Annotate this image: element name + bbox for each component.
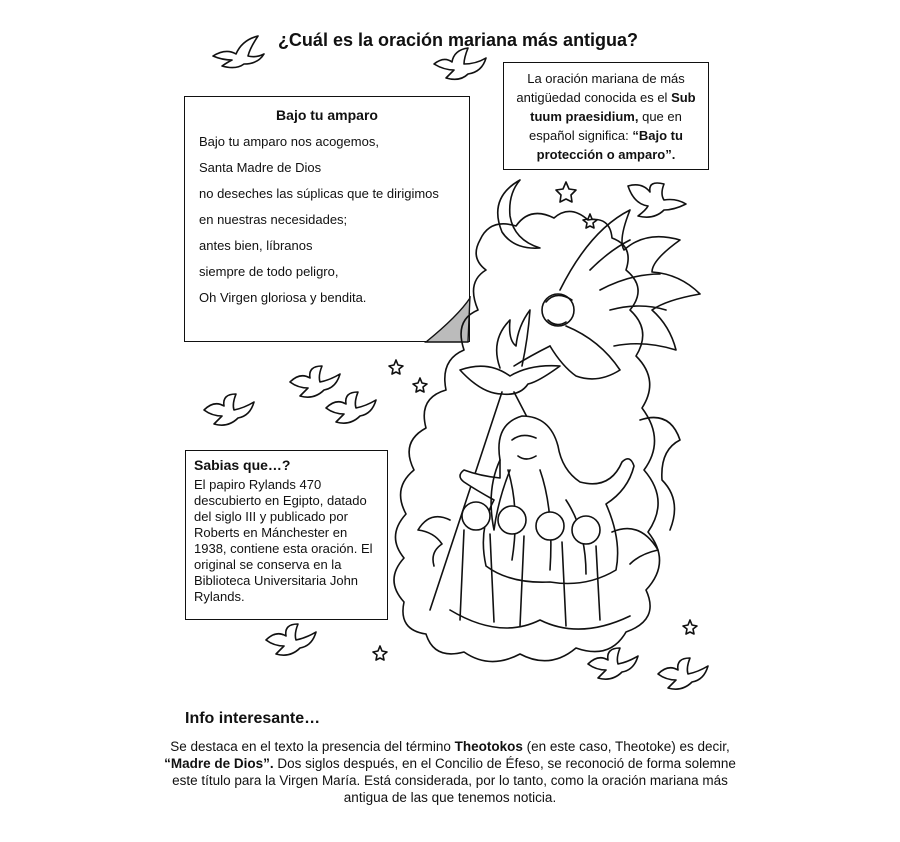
star-icon [373, 646, 387, 660]
star-icon [683, 620, 697, 634]
info-bold-madre: “Madre de Dios”. [164, 756, 274, 771]
fact-text: que en español significa: [529, 109, 682, 143]
info-paragraph [150, 738, 750, 806]
dove-icon [584, 646, 640, 686]
page-title: ¿Cuál es la oración mariana más antigua? [277, 30, 639, 50]
info-text: (en este caso, Theotoke) es decir, [522, 739, 730, 754]
fact-box [503, 62, 709, 170]
prayer-line: Santa Madre de Dios [199, 160, 322, 175]
prayer-line: siempre de todo peligro, [199, 264, 339, 279]
dove-icon [430, 46, 490, 86]
prayer-line: Oh Virgen gloriosa y bendita. [199, 290, 367, 305]
dove-icon [322, 390, 378, 430]
prayer-line: antes bien, líbranos [199, 238, 313, 253]
prayer-line: no deseches las súplicas que te dirigimos [199, 186, 439, 201]
dove-icon [262, 622, 318, 662]
sabias-box [185, 450, 388, 620]
prayer-heading: Bajo tu amparo [276, 107, 378, 123]
dove-icon [200, 392, 256, 432]
dove-icon [208, 34, 268, 74]
star-icon [583, 214, 597, 228]
info-heading: Info interesante… [185, 710, 321, 727]
star-icon [389, 360, 403, 374]
prayer-line: Bajo tu amparo nos acogemos, [199, 134, 379, 149]
star-icon [413, 378, 427, 392]
fact-text: La oración mariana de más antigüedad conocida es el [516, 71, 685, 105]
fact-bold-latin: Sub tuum praesidium, [530, 90, 696, 124]
dove-icon [654, 656, 710, 696]
illustration [390, 170, 720, 690]
info-text: Dos siglos después, en el Concilio de Éfeso, se reconoció de forma solemne este título para la Virgen María. Está considerada, por lo tanto, como la oración mariana más antigua de las que tenemos noticia. [172, 756, 736, 805]
star-icon [556, 182, 576, 202]
info-text: Se destaca en el texto la presencia del término [170, 739, 455, 754]
prayer-line: en nuestras necesidades; [199, 212, 348, 227]
sabias-heading: Sabias que…? [194, 457, 291, 473]
sabias-body: El papiro Rylands 470 descubierto en Egipto, datado del siglo III y publicado por Roberts en Mánchester en 1938, contiene esta oración. El original se conserva en la Biblioteca Universitaria John Rylands. [194, 477, 373, 604]
info-bold-theotokos: Theotokos [454, 739, 523, 754]
dove-icon [624, 178, 688, 222]
fact-bold-translation: “Bajo tu protección o amparo”. [536, 128, 683, 162]
